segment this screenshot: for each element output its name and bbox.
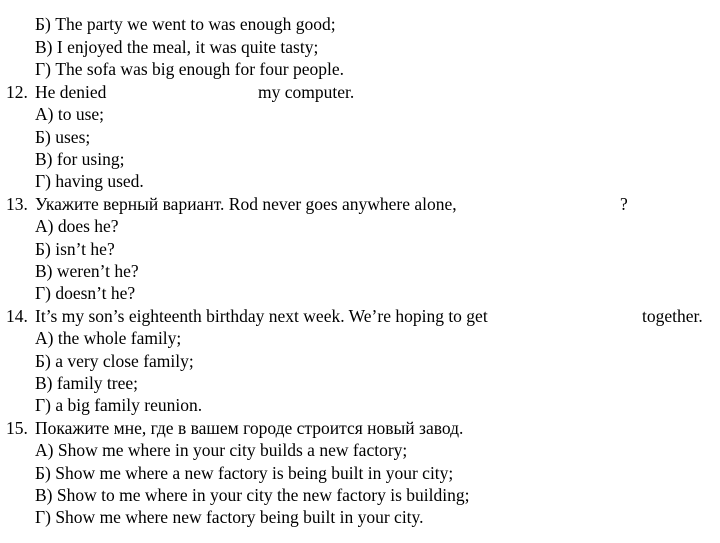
q15-option-b: Б) Show me where a new factory is being built in your city; xyxy=(35,463,454,483)
q12-option-a: А) to use; xyxy=(35,104,105,124)
q13-option-b: Б) isn’t he? xyxy=(35,239,115,259)
q15-text: Покажите мне, где в вашем городе строится новый завод. xyxy=(35,418,464,438)
q12-text-end: my computer. xyxy=(258,82,355,102)
q11-option-v: В) I enjoyed the meal, it was quite tasty; xyxy=(35,37,319,57)
q11-option-g: Г) The sofa was big enough for four people. xyxy=(35,59,344,79)
q14-text-start: It’s my son’s eighteenth birthday next week. We’re hoping to get xyxy=(35,306,488,326)
q11-option-b: Б) The party we went to was enough good; xyxy=(35,14,336,34)
q14-text-end: together. xyxy=(642,306,703,326)
q14-option-g: Г) a big family reunion. xyxy=(35,395,203,415)
q12-option-b: Б) uses; xyxy=(35,127,91,147)
q12-number: 12. xyxy=(6,82,28,102)
q12-option-v: В) for using; xyxy=(35,149,125,169)
q14-option-v: В) family tree; xyxy=(35,373,139,393)
q14-option-b: Б) a very close family; xyxy=(35,351,194,371)
q13-text-start: Укажите верный вариант. Rod never goes anywhere alone, xyxy=(35,194,457,214)
q15-number: 15. xyxy=(6,418,28,438)
q13-option-a: А) does he? xyxy=(35,216,119,236)
q15-option-g: Г) Show me where new factory being built in your city. xyxy=(35,507,424,527)
q14-number: 14. xyxy=(6,306,28,326)
q14-option-a: А) the whole family; xyxy=(35,328,182,348)
q12-text-start: He denied xyxy=(35,82,107,102)
q13-option-g: Г) doesn’t he? xyxy=(35,283,136,303)
q15-option-v: В) Show to me where in your city the new factory is building; xyxy=(35,485,470,505)
q12-option-g: Г) having used. xyxy=(35,171,144,191)
q13-option-v: В) weren’t he? xyxy=(35,261,139,281)
q13-text-end: ? xyxy=(620,194,628,214)
q13-number: 13. xyxy=(6,194,28,214)
q15-option-a: А) Show me where in your city builds a new factory; xyxy=(35,440,408,460)
